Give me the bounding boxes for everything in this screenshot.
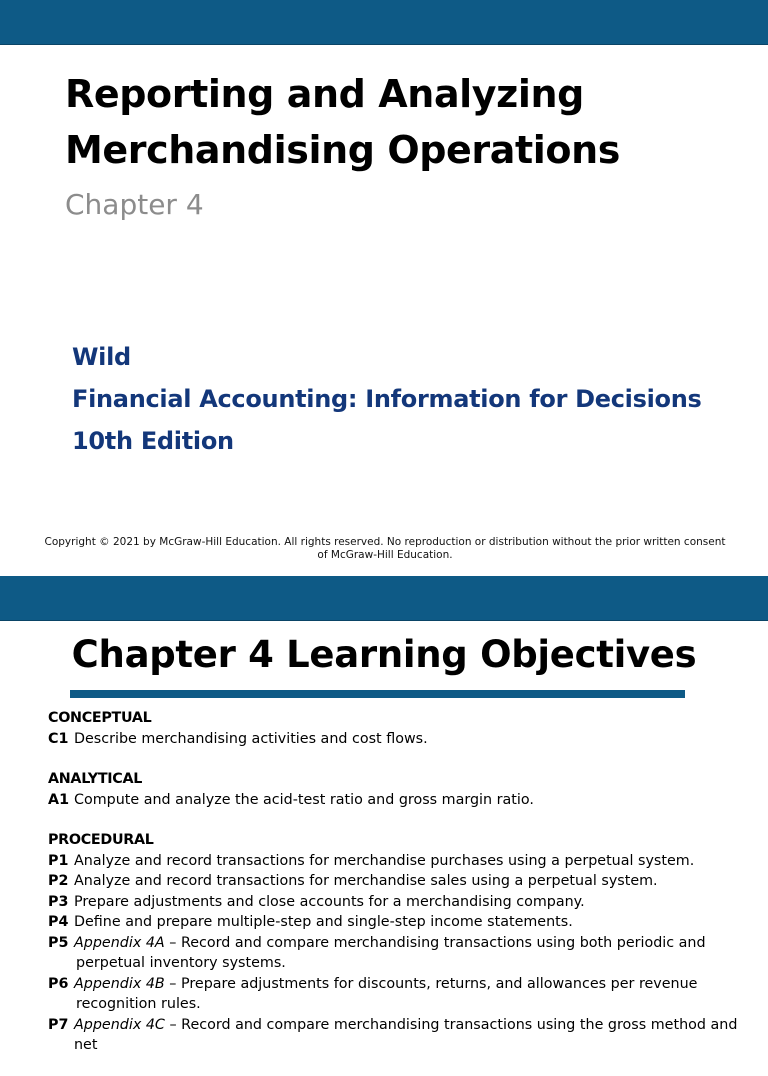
objective-text-body: – Prepare adjustments for discounts, returns, and allowances per revenue: [164, 975, 698, 992]
objective-item: [48, 933, 748, 954]
objective-item: [48, 790, 748, 811]
objective-item: [48, 851, 748, 872]
title-line-2: Merchandising Operations: [65, 128, 620, 172]
slide-title: [65, 66, 755, 178]
book-info: [72, 336, 752, 462]
section-conceptual: [48, 708, 748, 749]
objective-code: P2: [48, 873, 69, 889]
learning-objectives-slide: [0, 576, 768, 1053]
slide-title: Chapter 4 Learning Objectives: [71, 633, 697, 676]
objective-item: [48, 974, 748, 995]
title-line-1: Reporting and Analyzing: [65, 72, 584, 116]
section-procedural: [48, 830, 748, 1056]
objective-item: [48, 871, 748, 892]
chapter-subtitle: Chapter 4: [65, 188, 204, 221]
objective-text: [74, 1015, 748, 1056]
objective-item: [48, 729, 748, 750]
header-bar: [0, 0, 768, 45]
objective-text: Prepare adjustments and close accounts for a merchandising company.: [74, 893, 585, 910]
author: Wild: [72, 343, 131, 371]
objective-code: A1: [48, 791, 70, 808]
section-analytical: [48, 769, 748, 810]
objective-text: Describe merchandising activities and cost flows.: [74, 730, 428, 747]
objective-text: Compute and analyze the acid-test ratio and gross margin ratio.: [74, 791, 534, 808]
objective-code: C1: [48, 730, 69, 747]
title-underline: [70, 690, 685, 698]
appendix-label: Appendix 4B: [74, 975, 165, 992]
objective-code: P3: [48, 893, 69, 910]
objective-code: P6: [48, 975, 69, 992]
copyright-line-1: Copyright © 2021 by McGraw-Hill Education. All rights reserved. No reproduction or distribution without the prior written consent: [44, 536, 726, 548]
section-heading: CONCEPTUAL: [48, 710, 152, 726]
objective-item: [48, 892, 748, 913]
section-heading: ANALYTICAL: [48, 771, 143, 787]
objective-text: [74, 933, 706, 954]
objective-code: P5: [48, 934, 69, 951]
header-bar: [0, 576, 768, 621]
objective-code: P7: [48, 1016, 69, 1033]
appendix-label: Appendix 4C: [74, 1016, 165, 1033]
objective-item: [48, 912, 748, 933]
objective-text: Define and prepare multiple-step and single-step income statements.: [74, 914, 573, 930]
book-title: Financial Accounting: Information for Decisions: [72, 385, 702, 413]
objective-text-body: – Record and compare merchandising transactions using both periodic and: [164, 934, 706, 951]
objective-continuation: perpetual inventory systems.: [76, 955, 286, 971]
edition: 10th Edition: [72, 427, 234, 455]
objective-text: Analyze and record transactions for merchandise purchases using a perpetual system.: [74, 852, 695, 869]
objective-code: P4: [48, 914, 69, 930]
objective-continuation: recognition rules.: [76, 996, 201, 1012]
objective-text: Analyze and record transactions for merchandise sales using a perpetual system.: [74, 873, 658, 889]
appendix-label: Appendix 4A: [74, 934, 165, 951]
objective-text-body: – Record and compare merchandising transactions using the gross method and net: [74, 1016, 738, 1053]
copyright-notice: [30, 536, 740, 562]
objective-item: [48, 1015, 748, 1056]
copyright-line-2: of McGraw-Hill Education.: [317, 549, 453, 561]
section-heading: PROCEDURAL: [48, 832, 154, 848]
objective-code: P1: [48, 852, 69, 869]
objective-text: [74, 974, 697, 995]
objectives-list: [48, 708, 748, 1076]
